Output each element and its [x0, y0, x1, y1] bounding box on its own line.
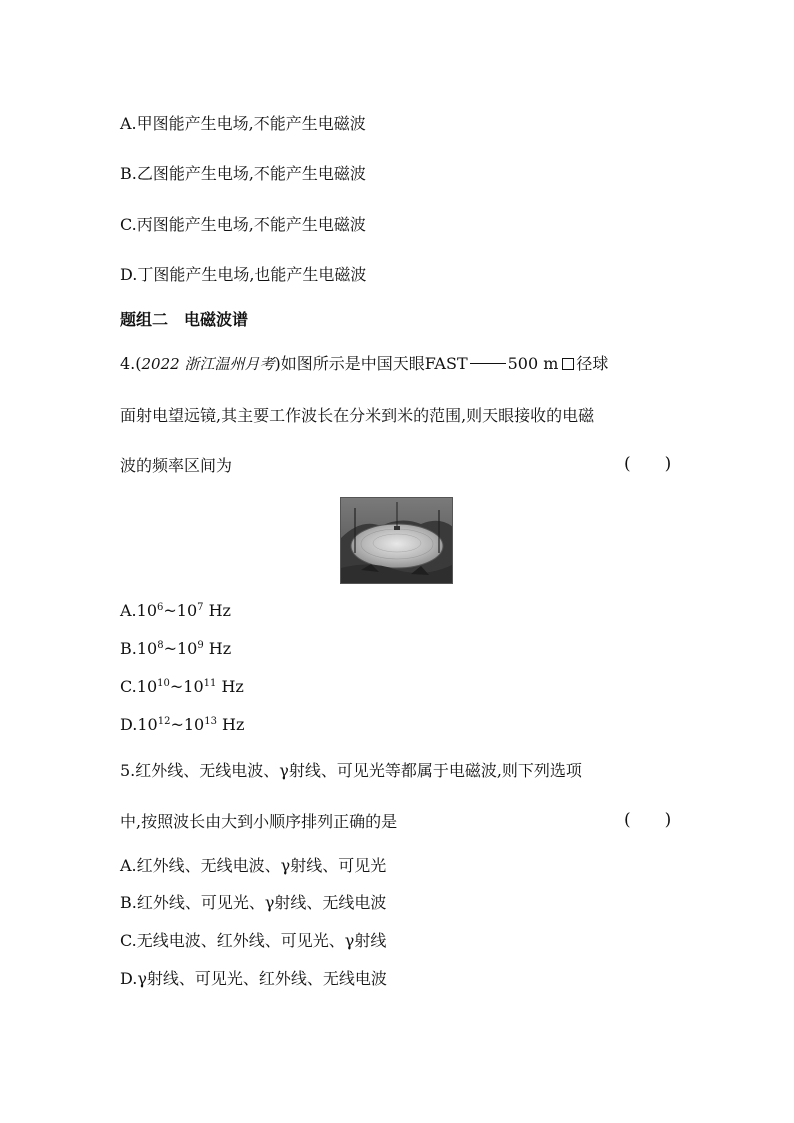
dash-line [470, 363, 506, 364]
q5-line-1: 5.红外线、无线电波、γ射线、可见光等都属于电磁波,则下列选项 [120, 761, 582, 780]
separator: ~ [170, 715, 184, 734]
q4-line-1 [120, 353, 608, 375]
base: 10 [176, 639, 198, 658]
q4-number: 4.( [120, 354, 142, 373]
q5-line-2: 中,按照波长由大到小顺序排列正确的是 [120, 812, 398, 831]
q4-option-c [120, 676, 244, 698]
base: 10 [183, 677, 204, 696]
q3-option-d: D.丁图能产生电场,也能产生电磁波 [120, 265, 367, 284]
option-prefix: D. [120, 715, 138, 734]
exponent: 6 [157, 602, 164, 613]
exponent: 7 [197, 602, 204, 613]
exponent: 13 [204, 716, 217, 727]
exponent: 8 [157, 640, 164, 651]
exponent: 10 [157, 678, 170, 689]
q4-intro: )如图所示是中国天眼FAST [274, 354, 468, 373]
blank-box [562, 358, 574, 370]
q4-option-a [120, 600, 231, 622]
separator: ~ [169, 677, 184, 696]
option-prefix: A. [120, 601, 137, 620]
base: 10 [136, 601, 157, 620]
unit: Hz [203, 639, 232, 658]
base: 10 [176, 601, 198, 620]
exponent: 12 [157, 716, 171, 727]
separator: ~ [163, 601, 177, 620]
q4-intro-end: 径球 [576, 354, 609, 373]
q5-option-b: B.红外线、可见光、γ射线、无线电波 [120, 893, 387, 912]
base: 10 [183, 715, 205, 734]
q5-option-d: D.γ射线、可见光、红外线、无线电波 [120, 969, 387, 988]
q4-option-b [120, 638, 231, 660]
q5-option-c: C.无线电波、红外线、可见光、γ射线 [120, 931, 387, 950]
q4-line-3: 波的频率区间为 [120, 456, 233, 475]
fast-telescope-photo [340, 497, 453, 584]
q4-line-2: 面射电望远镜,其主要工作波长在分米到米的范围,则天眼接收的电磁 [120, 406, 595, 425]
q5-answer-paren: ( ) [624, 810, 672, 830]
base: 10 [137, 715, 158, 734]
unit: Hz [216, 677, 244, 696]
q5-option-a: A.红外线、无线电波、γ射线、可见光 [120, 856, 387, 875]
unit: Hz [216, 715, 245, 734]
separator: ~ [163, 639, 177, 658]
option-prefix: C. [120, 677, 137, 696]
q3-option-b: B.乙图能产生电场,不能产生电磁波 [120, 164, 366, 183]
q4-answer-paren: ( ) [624, 454, 672, 474]
q4-option-d [120, 714, 244, 736]
q4-source: 2022 浙江温州月考 [141, 355, 275, 373]
q3-option-a: A.甲图能产生电场,不能产生电磁波 [120, 114, 366, 133]
base: 10 [136, 677, 158, 696]
q4-intro-tail: 500 m [507, 354, 559, 373]
exponent: 11 [203, 678, 217, 689]
base: 10 [136, 639, 158, 658]
section-title: 题组二 电磁波谱 [120, 310, 249, 329]
exponent: 9 [197, 640, 204, 651]
unit: Hz [203, 601, 231, 620]
option-prefix: B. [120, 639, 137, 658]
q3-option-c: C.丙图能产生电场,不能产生电磁波 [120, 215, 366, 234]
